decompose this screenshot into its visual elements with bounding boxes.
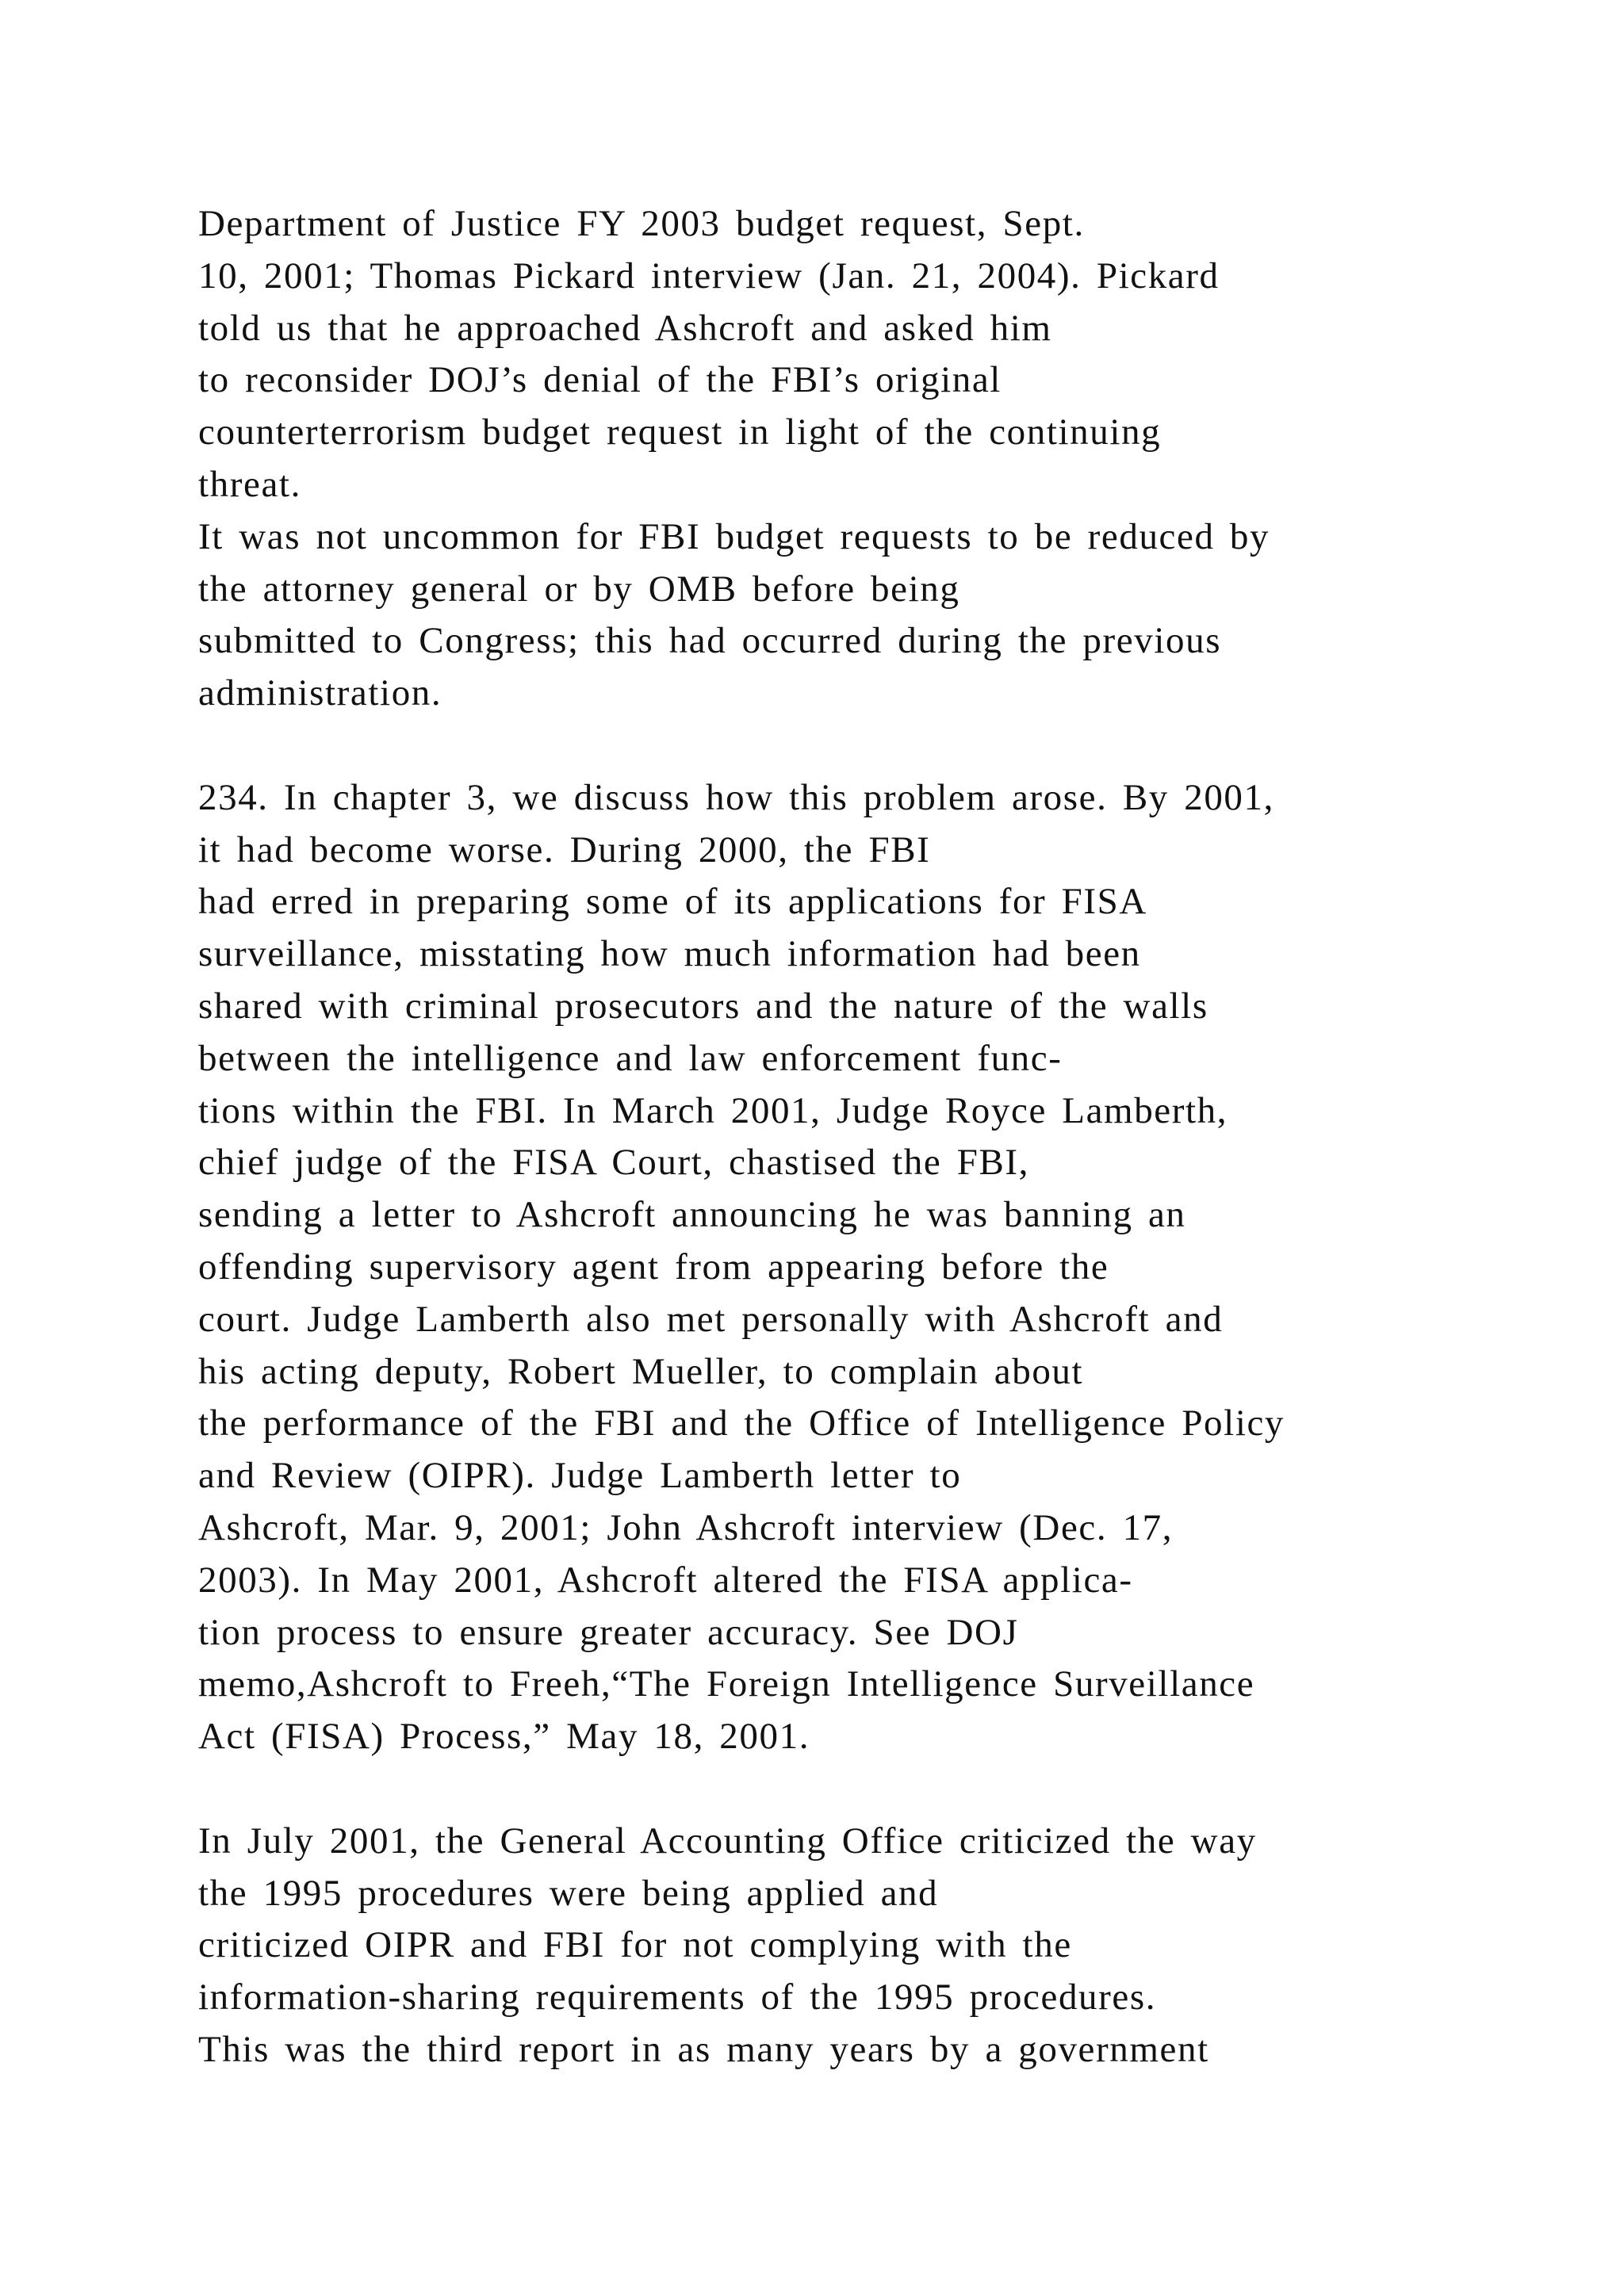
text-line: threat.	[198, 463, 301, 505]
text-line: told us that he approached Ashcroft and asked him	[198, 307, 1052, 349]
text-line: between the intelligence and law enforcement func-	[198, 1037, 1063, 1079]
text-line: his acting deputy, Robert Mueller, to complain about	[198, 1350, 1084, 1392]
text-line: This was the third report in as many years by a government	[198, 2028, 1209, 2070]
text-line: shared with criminal prosecutors and the nature of the walls	[198, 985, 1208, 1027]
text-line: 2003). In May 2001, Ashcroft altered the FISA applica-	[198, 1559, 1133, 1601]
paragraph-break	[198, 1763, 1546, 1816]
text-line: administration.	[198, 672, 442, 714]
text-line: the performance of the FBI and the Office of Intelligence Policy	[198, 1402, 1285, 1445]
text-line: memo,Ashcroft to Freeh,“The Foreign Intelligence Surveillance	[198, 1663, 1255, 1705]
text-line: sending a letter to Ashcroft announcing he was banning an	[198, 1194, 1186, 1236]
text-line: counterterrorism budget request in light of the continuing	[198, 411, 1162, 453]
text-line: court. Judge Lamberth also met personally with Ashcroft and	[198, 1298, 1224, 1340]
text-line: Department of Justice FY 2003 budget request, Sept.	[198, 203, 1085, 244]
document-body	[198, 198, 1546, 2076]
text-line: tions within the FBI. In March 2001, Judge Royce Lamberth,	[198, 1089, 1228, 1131]
text-line: chief judge of the FISA Court, chastised the FBI,	[198, 1142, 1029, 1184]
text-line: In July 2001, the General Accounting Office criticized the way	[198, 1820, 1257, 1862]
paragraph-break	[198, 720, 1546, 772]
text-line: to reconsider DOJ’s denial of the FBI’s original	[198, 359, 1002, 401]
text-line: had erred in preparing some of its applications for FISA	[198, 881, 1147, 923]
text-line: 234. In chapter 3, we discuss how this problem arose. By 2001,	[198, 776, 1274, 818]
text-line: surveillance, misstating how much information had been	[198, 933, 1141, 975]
text-line: the 1995 procedures were being applied and	[198, 1872, 939, 1914]
text-line: it had become worse. During 2000, the FBI	[198, 828, 931, 871]
text-line: information-sharing requirements of the 1995 procedures.	[198, 1976, 1157, 2019]
text-line: offending supervisory agent from appearing before the	[198, 1246, 1109, 1288]
text-line: 10, 2001; Thomas Pickard interview (Jan. 21, 2004). Pickard	[198, 254, 1220, 297]
text-line: tion process to ensure greater accuracy. See DOJ	[198, 1611, 1019, 1653]
text-line: Act (FISA) Process,” May 18, 2001.	[198, 1716, 810, 1758]
text-line: submitted to Congress; this had occurred during the previous	[198, 620, 1222, 662]
text-line: It was not uncommon for FBI budget requests to be reduced by	[198, 515, 1270, 557]
text-line: Ashcroft, Mar. 9, 2001; John Ashcroft interview (Dec. 17,	[198, 1506, 1174, 1548]
text-line: and Review (OIPR). Judge Lamberth letter to	[198, 1455, 962, 1497]
text-line: criticized OIPR and FBI for not complying with the	[198, 1924, 1072, 1966]
text-line: the attorney general or by OMB before being	[198, 568, 960, 610]
